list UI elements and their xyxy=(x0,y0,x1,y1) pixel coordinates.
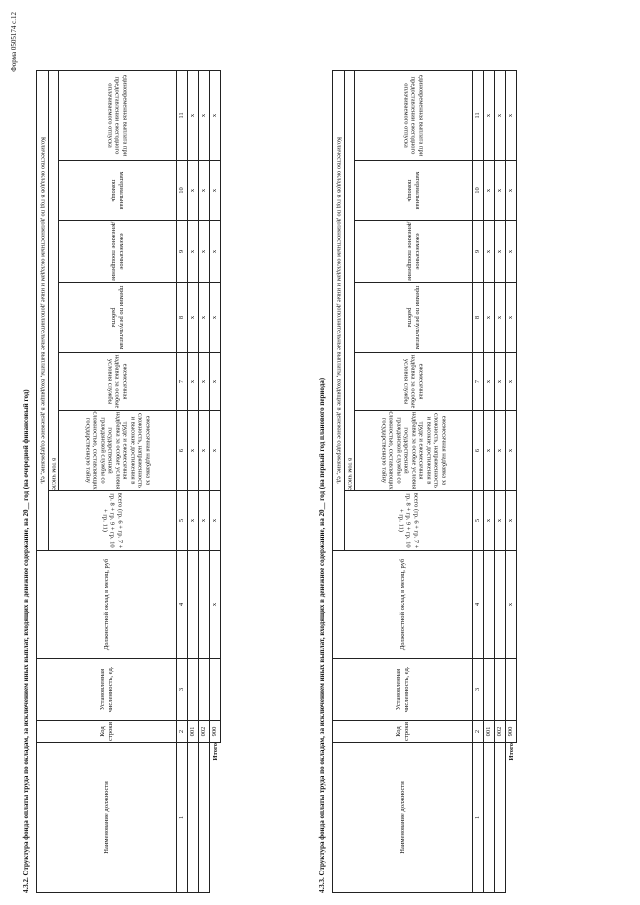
x-mark-cell: х xyxy=(210,161,221,221)
total-label-cell: Итого xyxy=(507,743,515,761)
col-7-header: ежемесячная надбавка за особые условия службы xyxy=(59,353,177,411)
col-6-header: ежемесячная надбавка за сложность, напряженность и высокие достижения в труде и ежемесячная надбавка за особые условия государственной гражданской службы со сложностью, составляющих государственную тайну xyxy=(59,411,177,491)
x-mark-cell: х xyxy=(506,491,517,551)
x-mark-cell: х xyxy=(506,283,517,353)
x-mark-cell: х xyxy=(188,71,199,161)
col-code-header: Код строки xyxy=(37,721,177,743)
x-mark-cell: х xyxy=(495,161,506,221)
x-mark-cell: х xyxy=(495,71,506,161)
x-mark-cell: х xyxy=(484,353,495,411)
column-number-cell: 9 xyxy=(177,221,188,283)
x-mark-cell: х xyxy=(210,283,221,353)
x-mark-cell: х xyxy=(506,161,517,221)
table-row xyxy=(199,71,210,893)
col-name-header: Наименование должности xyxy=(333,743,473,893)
column-number-cell: 10 xyxy=(473,161,484,221)
column-number-cell: 1 xyxy=(177,743,188,893)
row-code-cell: 002 xyxy=(199,721,210,743)
x-mark-cell: х xyxy=(484,283,495,353)
x-mark-cell: х xyxy=(506,71,517,161)
col-total-header: всего (гр. 6 + гр. 7 + гр. 8 + гр. 9 + гр. 10 + гр. 11) xyxy=(345,491,473,551)
column-number-cell: 3 xyxy=(177,659,188,721)
column-number-cell: 6 xyxy=(473,411,484,491)
position-name-cell xyxy=(484,743,495,893)
x-mark-cell: х xyxy=(484,161,495,221)
x-mark-cell: х xyxy=(210,221,221,283)
x-mark-cell: х xyxy=(199,491,210,551)
sub-group-header: в том числе xyxy=(49,71,59,491)
col-10-header: материальная помощь xyxy=(355,161,473,221)
column-number-row xyxy=(473,71,484,893)
col-total-header: всего (гр. 6 + гр. 7 + гр. 8 + гр. 9 + гр. 10 + гр. 11) xyxy=(49,491,177,551)
x-mark-cell: х xyxy=(495,353,506,411)
col-9-header: ежемесячное денежное поощрение xyxy=(355,221,473,283)
column-number-cell: 5 xyxy=(473,491,484,551)
x-mark-cell: х xyxy=(484,221,495,283)
x-mark-cell: х xyxy=(495,221,506,283)
table-row xyxy=(188,71,199,893)
value-cell[interactable] xyxy=(495,551,506,659)
group-header: Количество окладов в год по должностным окладам и иные дополнительные выплаты, входящие в денежное содержание, ед. xyxy=(37,71,49,551)
value-cell[interactable] xyxy=(188,551,199,659)
x-mark-cell: х xyxy=(199,71,210,161)
x-mark-cell: х xyxy=(495,491,506,551)
column-number-cell: 7 xyxy=(473,353,484,411)
table-row xyxy=(210,71,221,893)
row-code-cell: 001 xyxy=(188,721,199,743)
x-mark-cell: х xyxy=(188,411,199,491)
col-11-header: единовременная выплата при предоставлении ежегодного оплачиваемого отпуска xyxy=(355,71,473,161)
column-number-cell: 1 xyxy=(473,743,484,893)
x-mark-cell: х xyxy=(495,283,506,353)
column-number-cell: 4 xyxy=(177,551,188,659)
col-7-header: ежемесячная надбавка за особые условия службы xyxy=(355,353,473,411)
x-mark-cell: х xyxy=(188,353,199,411)
col-8-header: премии по результатам работы xyxy=(355,283,473,353)
col-name-header: Наименование должности xyxy=(37,743,177,893)
col-11-header: единовременная выплата при предоставлении ежегодного оплачиваемого отпуска xyxy=(59,71,177,161)
group-header: Количество окладов в год по должностным окладам и иные дополнительные выплаты, входящие в денежное содержание, ед. xyxy=(333,71,345,551)
x-mark-cell: х xyxy=(210,551,221,659)
col-code-header: Код строки xyxy=(333,721,473,743)
x-mark-cell: х xyxy=(210,353,221,411)
x-mark-cell: х xyxy=(484,71,495,161)
col-10-header: материальная помощь xyxy=(59,161,177,221)
section-title: 4.3.3. Структура фонда оплаты труда по окладам, за исключением иных выплат, входящих в денежное содержание, на 20__ год (на первый год планового периода) xyxy=(318,377,326,893)
x-mark-cell: х xyxy=(199,221,210,283)
table-row xyxy=(484,71,495,893)
position-name-cell xyxy=(495,743,506,893)
x-mark-cell: х xyxy=(188,491,199,551)
staff-count-cell[interactable] xyxy=(506,659,517,721)
col-staff-header: Установленная численность, ед. xyxy=(333,659,473,721)
sub-group-header: в том числе xyxy=(345,71,355,491)
x-mark-cell: х xyxy=(210,411,221,491)
col-9-header: ежемесячное денежное поощрение xyxy=(59,221,177,283)
staff-count-cell[interactable] xyxy=(199,659,210,721)
staff-count-cell[interactable] xyxy=(188,659,199,721)
row-code-cell: 900 xyxy=(506,721,517,743)
table-row xyxy=(506,71,517,893)
x-mark-cell: х xyxy=(210,491,221,551)
col-6-header: ежемесячная надбавка за сложность, напряженность и высокие достижения в труде и ежемесячная надбавка за особые условия государственной гражданской службы со сложностью, составляющих государственную тайну xyxy=(355,411,473,491)
column-number-cell: 9 xyxy=(473,221,484,283)
x-mark-cell: х xyxy=(484,411,495,491)
col-salary-header: Должностной оклад в месяц, руб xyxy=(37,551,177,659)
column-number-cell: 2 xyxy=(177,721,188,743)
total-label-cell: Итого xyxy=(211,743,219,761)
column-number-cell: 11 xyxy=(473,71,484,161)
x-mark-cell: х xyxy=(495,411,506,491)
row-code-cell: 001 xyxy=(484,721,495,743)
structure-table xyxy=(332,70,517,893)
x-mark-cell: х xyxy=(188,221,199,283)
row-code-cell: 002 xyxy=(495,721,506,743)
col-salary-header: Должностной оклад в месяц, руб xyxy=(333,551,473,659)
value-cell[interactable] xyxy=(484,551,495,659)
x-mark-cell: х xyxy=(210,71,221,161)
column-number-cell: 8 xyxy=(473,283,484,353)
position-name-cell xyxy=(188,743,199,893)
column-number-cell: 7 xyxy=(177,353,188,411)
column-number-cell: 6 xyxy=(177,411,188,491)
position-name-cell xyxy=(199,743,210,893)
column-number-cell: 11 xyxy=(177,71,188,161)
x-mark-cell: х xyxy=(506,221,517,283)
structure-table xyxy=(36,70,221,893)
col-staff-header: Установленная численность, ед. xyxy=(37,659,177,721)
x-mark-cell: х xyxy=(506,353,517,411)
x-mark-cell: х xyxy=(484,491,495,551)
x-mark-cell: х xyxy=(506,551,517,659)
staff-count-cell[interactable] xyxy=(484,659,495,721)
column-number-cell: 5 xyxy=(177,491,188,551)
staff-count-cell[interactable] xyxy=(210,659,221,721)
x-mark-cell: х xyxy=(188,283,199,353)
table-row xyxy=(495,71,506,893)
x-mark-cell: х xyxy=(199,283,210,353)
value-cell[interactable] xyxy=(199,551,210,659)
x-mark-cell: х xyxy=(188,161,199,221)
column-number-cell: 8 xyxy=(177,283,188,353)
column-number-cell: 4 xyxy=(473,551,484,659)
x-mark-cell: х xyxy=(199,411,210,491)
section-title: 4.3.2. Структура фонда оплаты труда по окладам, за исключением иных выплат, входящих в денежное содержание, на 20__ год (на очередной финансовый год) xyxy=(22,389,30,893)
column-number-cell: 10 xyxy=(177,161,188,221)
row-code-cell: 900 xyxy=(210,721,221,743)
x-mark-cell: х xyxy=(199,353,210,411)
x-mark-cell: х xyxy=(506,411,517,491)
col-8-header: премии по результатам работы xyxy=(59,283,177,353)
form-code: Форма 0505174 с.12 xyxy=(10,12,18,72)
x-mark-cell: х xyxy=(199,161,210,221)
column-number-cell: 2 xyxy=(473,721,484,743)
staff-count-cell[interactable] xyxy=(495,659,506,721)
column-number-cell: 3 xyxy=(473,659,484,721)
column-number-row xyxy=(177,71,188,893)
